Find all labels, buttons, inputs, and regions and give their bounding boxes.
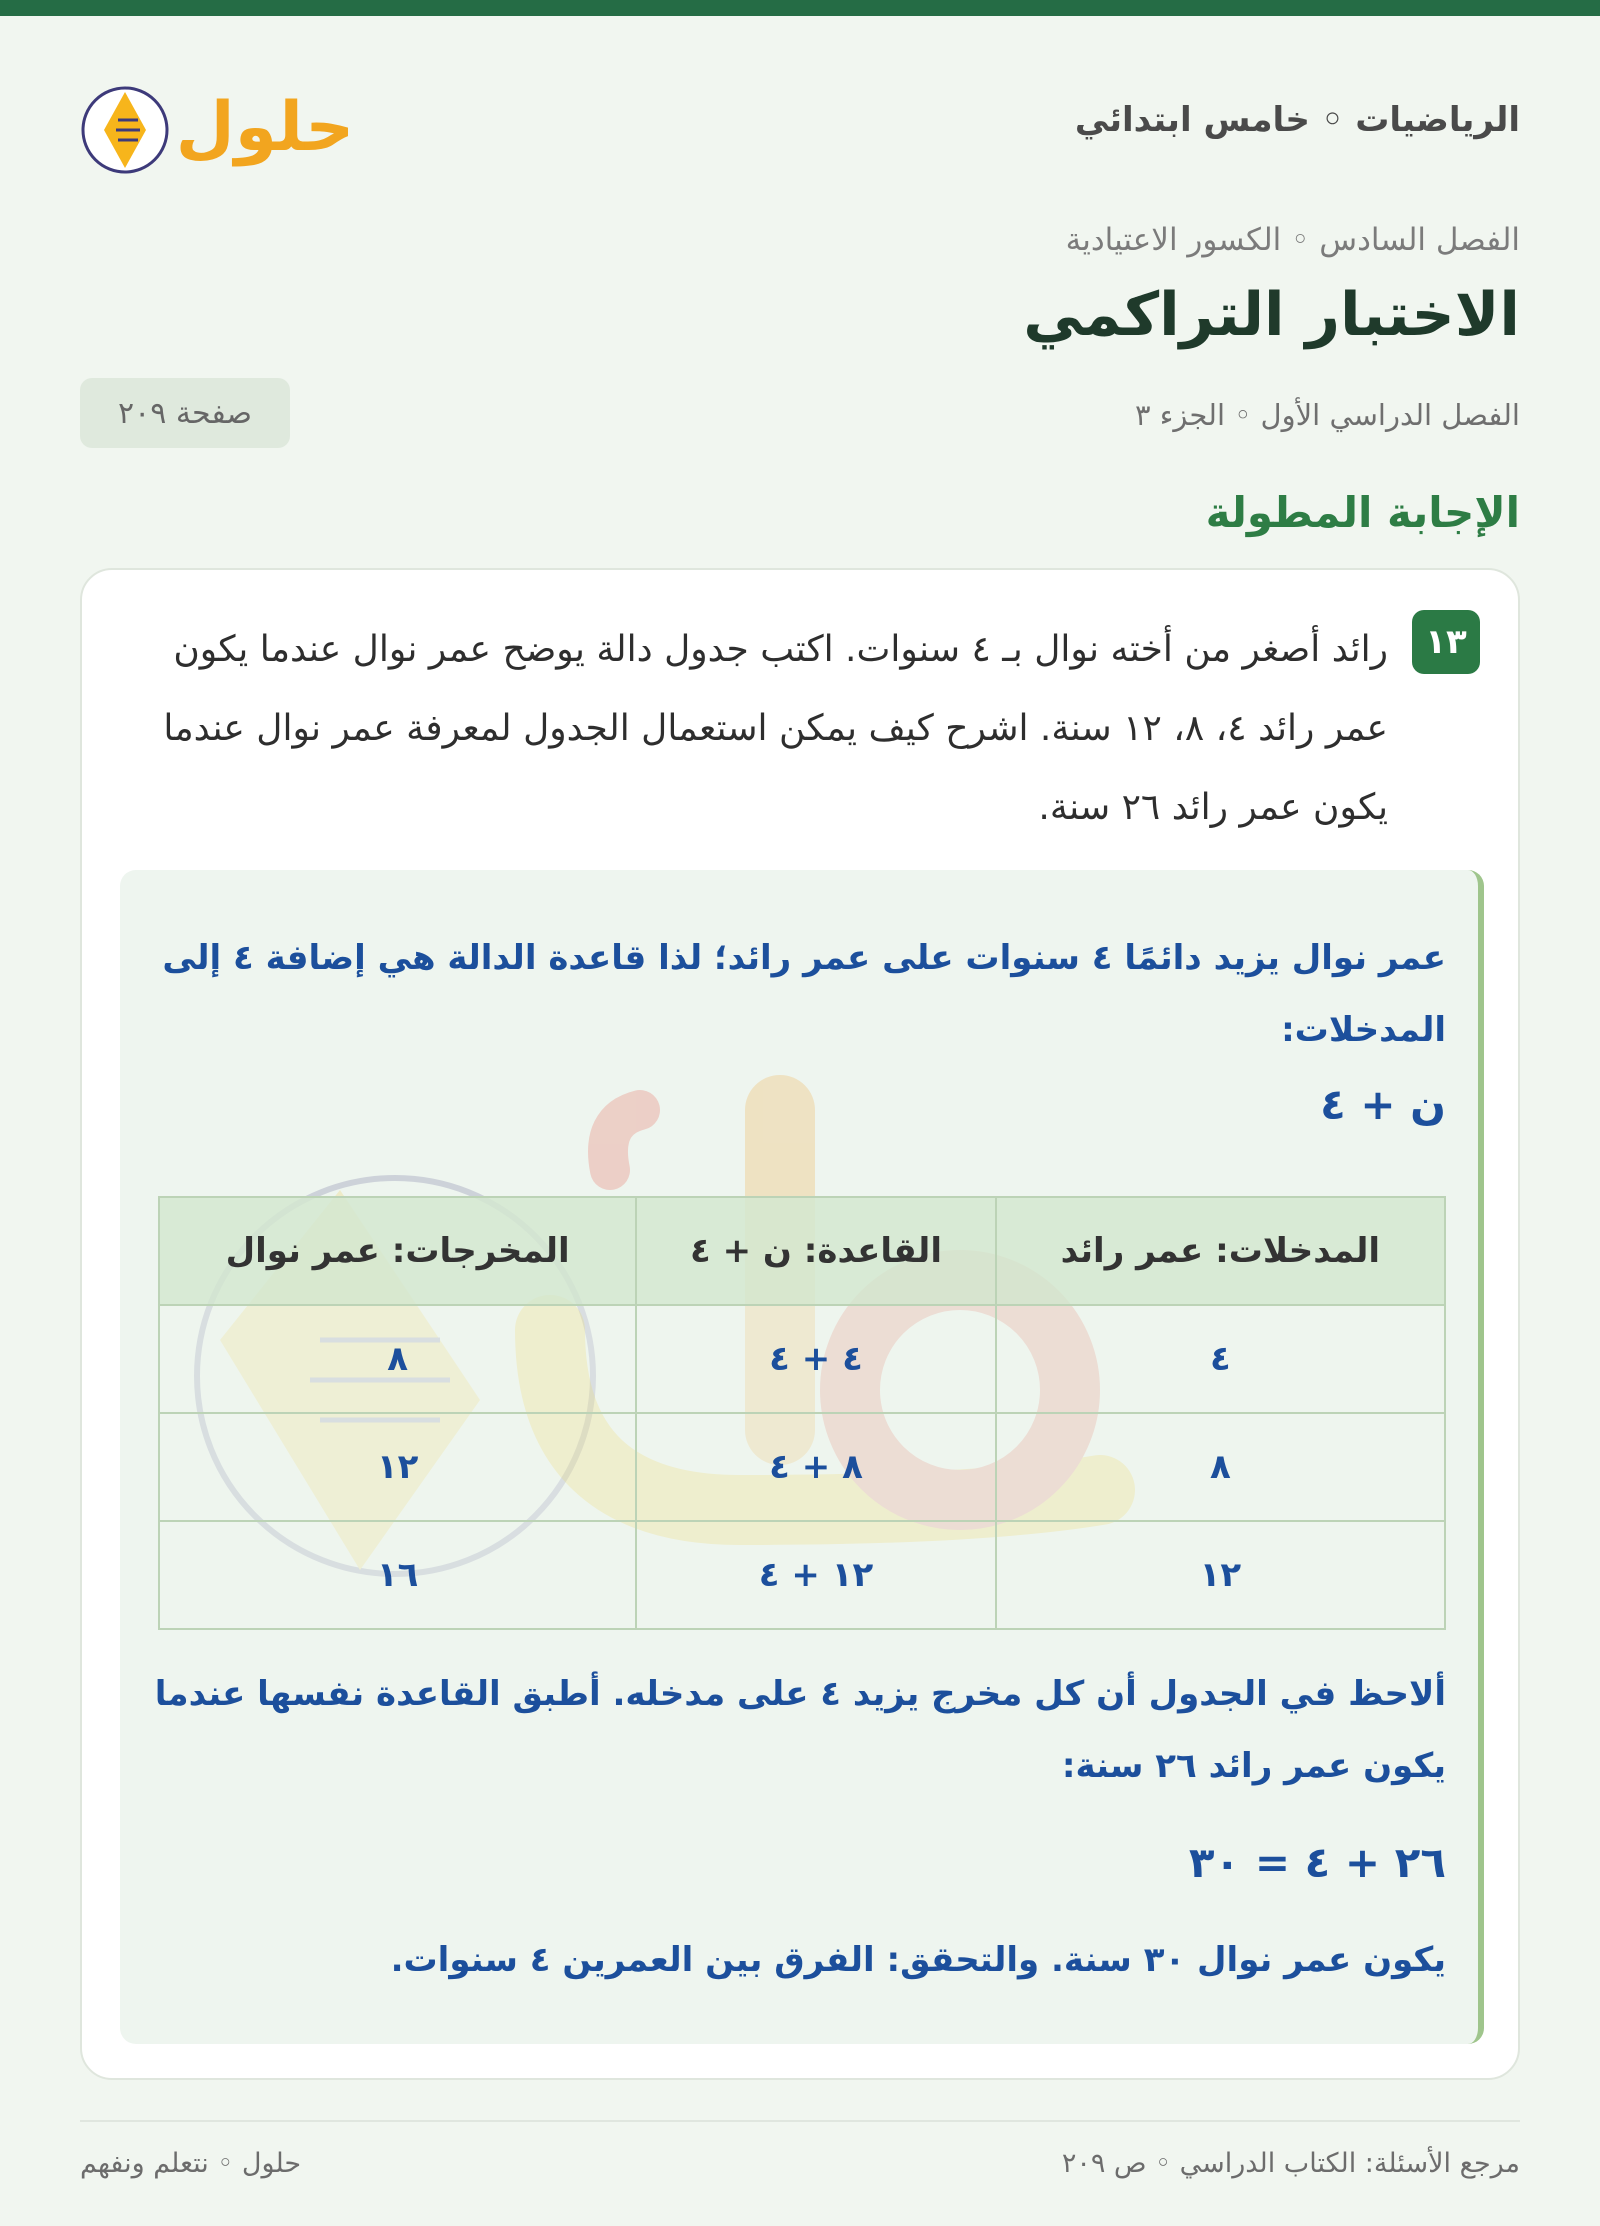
term-label: الفصل الدراسي الأول ◦ الجزء ٣ — [1134, 398, 1520, 432]
top-accent-bar — [0, 0, 1600, 16]
table-cell-rule: ٤ + ٤ — [636, 1305, 995, 1413]
function-table — [158, 1196, 1446, 1630]
table-cell-output: ١٢ — [159, 1413, 636, 1521]
table-row — [159, 1521, 1445, 1629]
answer-box — [120, 870, 1484, 2044]
question-number-badge: ١٣ — [1412, 610, 1480, 674]
answer-equation: ٢٦ + ٤ = ٣٠ — [1188, 1838, 1446, 1887]
table-row — [159, 1305, 1445, 1413]
footer-divider — [80, 2120, 1520, 2122]
page-title: الاختبار التراكمي — [1023, 280, 1520, 350]
table-row — [159, 1413, 1445, 1521]
question-text: رائد أصغر من أخته نوال بـ ٤ سنوات. اكتب جدول دالة يوضح عمر نوال عندما يكون عمر رائد ٤، ٨، ١٢ سنة. اشرح كيف يمكن استعمال الجدول لمعرفة عمر نوال عندما يكون عمر رائد ٢٦ سنة. — [163, 629, 1388, 828]
footer-reference: مرجع الأسئلة: الكتاب الدراسي ◦ ص ٢٠٩ — [1061, 2148, 1520, 2179]
logo-icon — [80, 70, 370, 180]
subject-label: الرياضيات ◦ خامس ابتدائي — [1074, 100, 1520, 140]
table-header-rule: القاعدة: ن + ٤ — [636, 1197, 995, 1305]
answer-conclusion: يكون عمر نوال ٣٠ سنة. والتحقق: الفرق بين العمرين ٤ سنوات. — [390, 1940, 1446, 1980]
page-number-badge: صفحة ٢٠٩ — [80, 378, 290, 448]
table-cell-output: ٨ — [159, 1305, 636, 1413]
page-header — [80, 70, 1520, 180]
logo-text: حلول — [175, 88, 355, 167]
table-cell-input: ٤ — [996, 1305, 1445, 1413]
table-cell-input: ٨ — [996, 1413, 1445, 1521]
answer-intro: عمر نوال يزيد دائمًا ٤ سنوات على عمر رائد؛ لذا قاعدة الدالة هي إضافة ٤ إلى المدخلات: — [162, 938, 1446, 1050]
hulul-logo[interactable] — [80, 70, 370, 180]
table-header-row — [159, 1197, 1445, 1305]
footer-brand: حلول ◦ نتعلم ونفهم — [80, 2148, 302, 2179]
table-header-input: المدخلات: عمر رائد — [996, 1197, 1445, 1305]
function-rule: ن + ٤ — [1320, 1080, 1446, 1129]
table-cell-rule: ١٢ + ٤ — [636, 1521, 995, 1629]
table-header-output: المخرجات: عمر نوال — [159, 1197, 636, 1305]
table-cell-output: ١٦ — [159, 1521, 636, 1629]
question-card — [80, 568, 1520, 2080]
section-title: الإجابة المطولة — [1205, 488, 1520, 537]
answer-observation: ألاحظ في الجدول أن كل مخرج يزيد ٤ على مدخله. أطبق القاعدة نفسها عندما يكون عمر رائد ٢٦ سنة: — [154, 1674, 1446, 1786]
chapter-label: الفصل السادس ◦ الكسور الاعتيادية — [1065, 222, 1520, 258]
table-cell-input: ١٢ — [996, 1521, 1445, 1629]
table-cell-rule: ٨ + ٤ — [636, 1413, 995, 1521]
